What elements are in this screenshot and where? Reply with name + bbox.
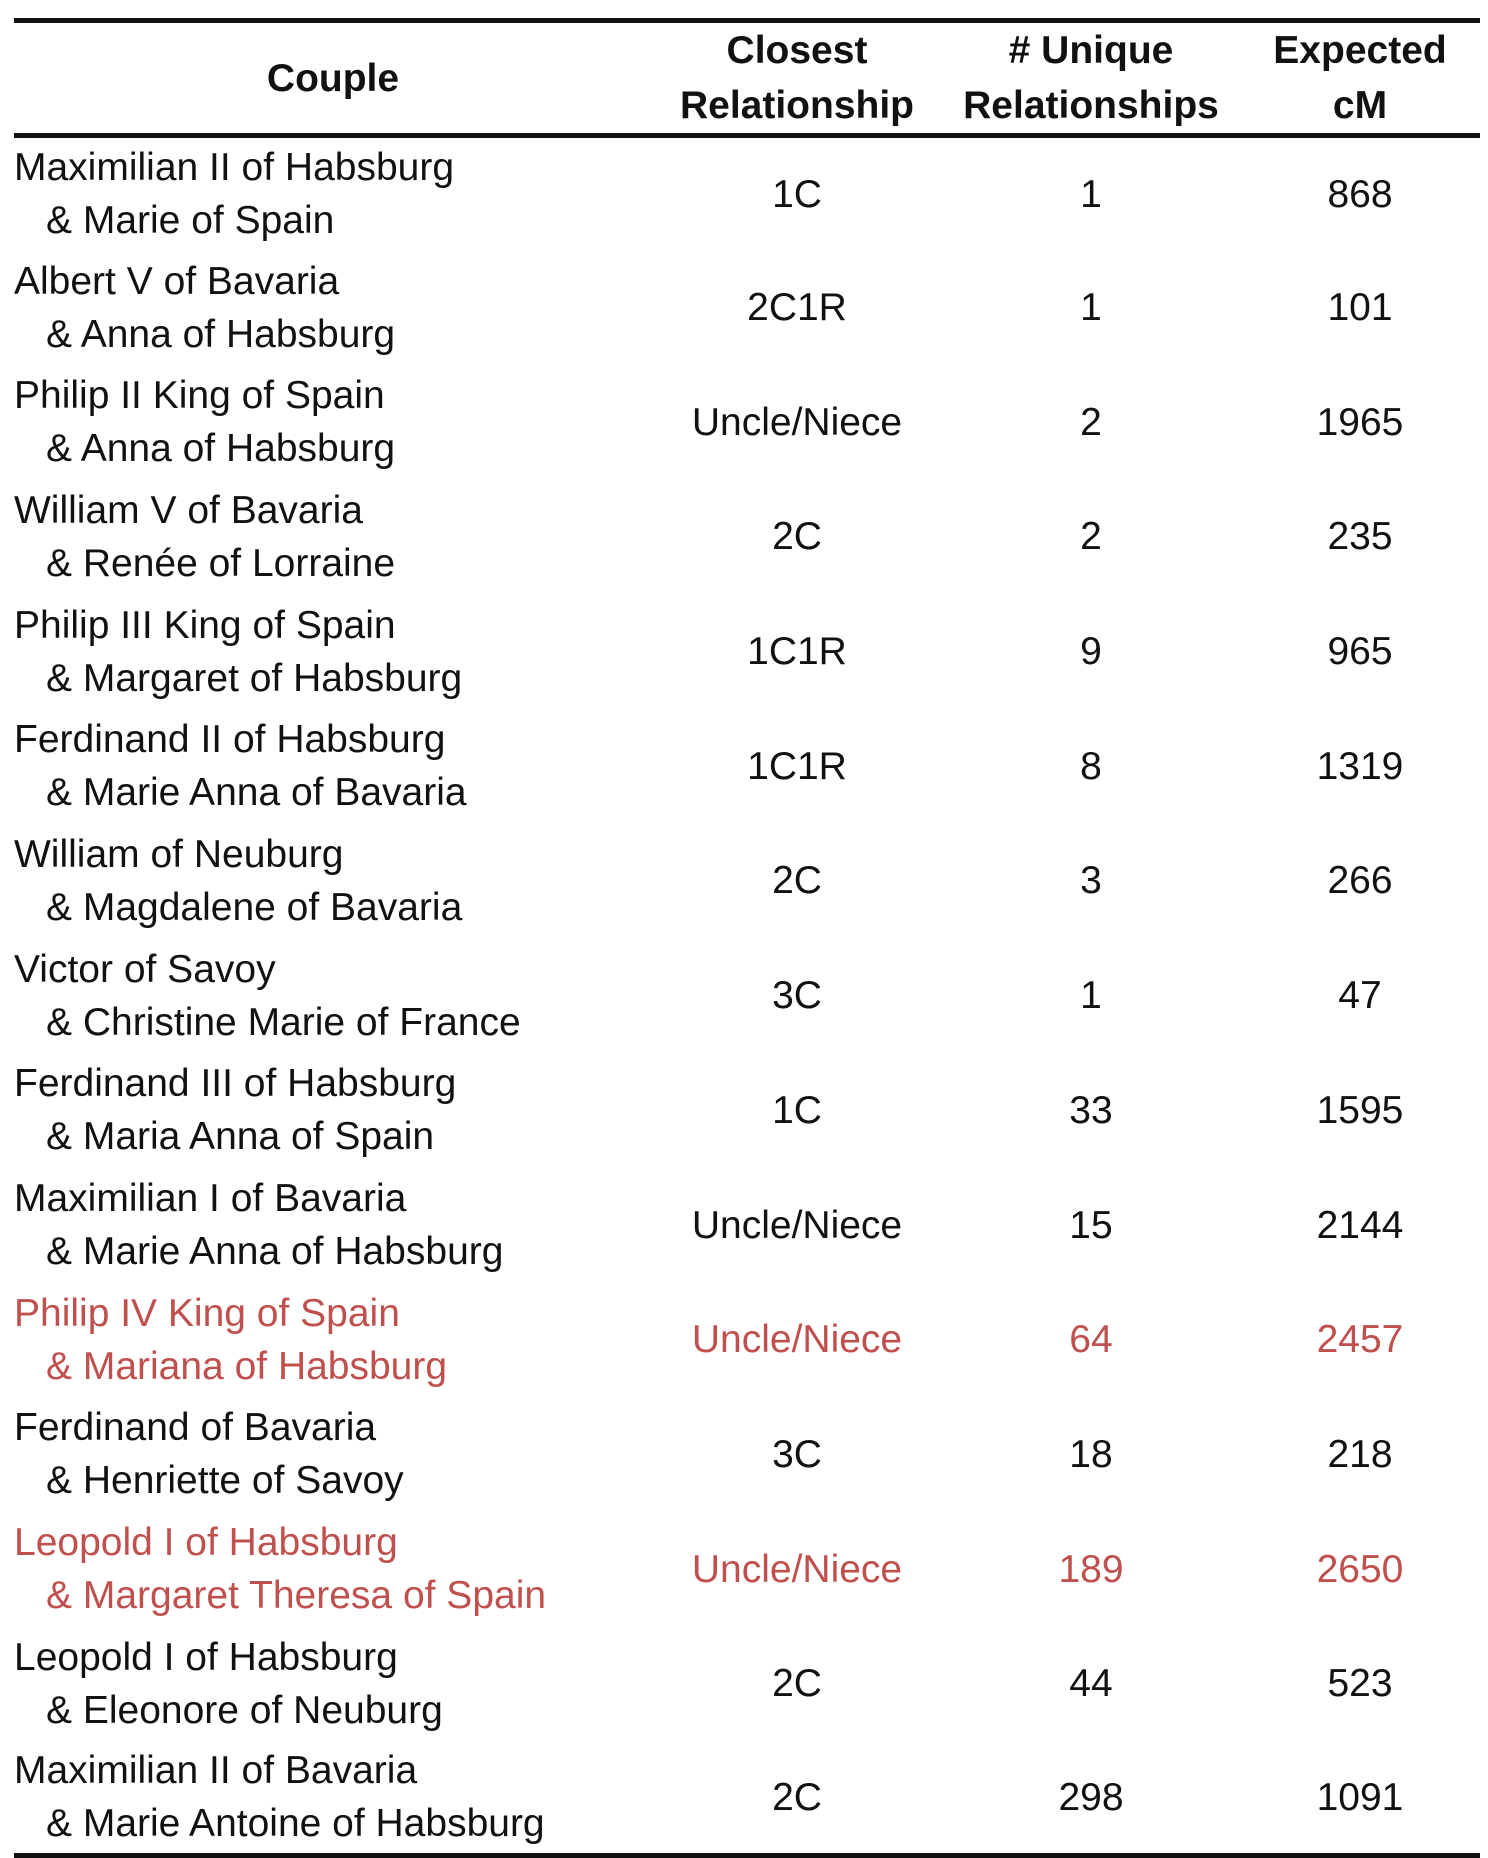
couple-cell xyxy=(14,136,652,251)
header-closest-line1: Closest xyxy=(726,29,868,72)
couple-first-name: Albert V of Bavaria xyxy=(14,259,340,303)
royal-couples-table xyxy=(14,18,1480,1858)
table-body xyxy=(14,136,1480,1856)
closest-relationship-cell: 2C xyxy=(772,859,822,903)
unique-relationships-cell: 298 xyxy=(942,1741,1240,1856)
closest-relationship-cell: Uncle/Niece xyxy=(691,400,903,444)
couple-second-name: & Magdalene of Bavaria xyxy=(46,885,463,929)
header-closest-relationship xyxy=(652,21,942,136)
unique-relationships-cell: 1 xyxy=(1080,172,1102,216)
couple-cell xyxy=(14,1282,652,1397)
header-expected-cm xyxy=(1240,21,1480,136)
couple-second-name: & Marie Anna of Habsburg xyxy=(46,1230,504,1274)
couple-cell xyxy=(14,250,652,365)
table-row xyxy=(14,136,1480,251)
table-row xyxy=(14,824,1480,939)
table-row xyxy=(14,480,1480,595)
couple-second-name: & Marie Anna of Bavaria xyxy=(46,771,467,815)
couple-first-name: Philip II King of Spain xyxy=(14,374,385,418)
couple-first-name: Victor of Savoy xyxy=(14,947,276,991)
couple-second-name: & Anna of Habsburg xyxy=(46,427,396,471)
couple-cell xyxy=(14,1397,652,1512)
closest-relationship-cell: Uncle/Niece xyxy=(691,1547,903,1591)
couple-second-name: & Anna of Habsburg xyxy=(46,312,396,356)
couple-second-name: & Margaret Theresa of Spain xyxy=(46,1574,547,1618)
couple-cell xyxy=(14,1741,652,1856)
closest-relationship-cell: 1C1R xyxy=(747,744,847,788)
couple-cell xyxy=(14,938,652,1053)
unique-relationships-cell: 33 xyxy=(1069,1088,1113,1132)
couple-second-name: & Maria Anna of Spain xyxy=(46,1115,435,1159)
couple-second-name: & Mariana of Habsburg xyxy=(46,1344,448,1388)
unique-relationships-cell: 1 xyxy=(1080,286,1102,330)
header-couple-label: Couple xyxy=(266,56,400,100)
header-cm-line1: Expected xyxy=(1273,29,1447,72)
expected-cm-cell: 47 xyxy=(1338,974,1382,1018)
closest-relationship-cell: 3C xyxy=(772,974,822,1018)
closest-relationship-cell: 1C xyxy=(772,1088,822,1132)
couple-cell xyxy=(14,709,652,824)
table-row xyxy=(14,1168,1480,1283)
couple-first-name: William of Neuburg xyxy=(14,832,344,876)
header-row xyxy=(14,21,1480,136)
couple-first-name: Philip IV King of Spain xyxy=(14,1291,400,1335)
couple-second-name: & Henriette of Savoy xyxy=(46,1459,404,1503)
table-row xyxy=(14,1397,1480,1512)
header-unique-line1: # Unique xyxy=(1008,29,1174,72)
unique-relationships-cell: 8 xyxy=(1080,744,1102,788)
couple-first-name: Ferdinand of Bavaria xyxy=(14,1406,377,1450)
couple-second-name: & Margaret of Habsburg xyxy=(46,656,463,700)
expected-cm-cell: 266 xyxy=(1327,859,1393,903)
table-row xyxy=(14,709,1480,824)
unique-relationships-cell: 44 xyxy=(1069,1662,1113,1706)
expected-cm-cell: 523 xyxy=(1327,1662,1393,1706)
table-row xyxy=(14,1626,1480,1741)
couple-cell xyxy=(14,1053,652,1168)
couple-first-name: Philip III King of Spain xyxy=(14,603,396,647)
header-closest-line2: Relationship xyxy=(679,84,915,127)
table-header xyxy=(14,21,1480,136)
unique-relationships-cell: 1 xyxy=(1080,974,1102,1018)
closest-relationship-cell: 2C xyxy=(772,1662,822,1706)
unique-relationships-cell: 18 xyxy=(1069,1432,1113,1476)
unique-relationships-cell: 2 xyxy=(1080,515,1102,559)
table-row xyxy=(14,250,1480,365)
unique-relationships-cell: 2 xyxy=(1080,400,1102,444)
expected-cm-cell: 1319 xyxy=(1316,744,1404,788)
unique-relationships-cell: 64 xyxy=(1069,1318,1113,1362)
table-row xyxy=(14,938,1480,1053)
header-unique-relationships xyxy=(942,21,1240,136)
couple-second-name: & Renée of Lorraine xyxy=(46,541,396,585)
couple-first-name: Maximilian I of Bavaria xyxy=(14,1177,407,1221)
header-cm-line2: cM xyxy=(1332,84,1388,127)
unique-relationships-cell: 3 xyxy=(1080,859,1102,903)
couple-first-name: Ferdinand III of Habsburg xyxy=(14,1062,457,1106)
expected-cm-cell: 218 xyxy=(1327,1432,1393,1476)
expected-cm-cell: 2457 xyxy=(1316,1318,1404,1362)
table-row xyxy=(14,1282,1480,1397)
table-row xyxy=(14,594,1480,709)
couple-second-name: & Marie of Spain xyxy=(46,199,335,243)
table-row xyxy=(14,365,1480,480)
couple-cell xyxy=(14,1168,652,1283)
expected-cm-cell: 1091 xyxy=(1240,1741,1480,1856)
closest-relationship-cell: 1C xyxy=(772,172,822,216)
expected-cm-cell: 965 xyxy=(1327,630,1393,674)
header-couple xyxy=(14,21,652,136)
closest-relationship-cell: Uncle/Niece xyxy=(691,1203,903,1247)
couple-cell xyxy=(14,594,652,709)
header-unique-line2: Relationships xyxy=(963,84,1219,127)
couple-first-name: Maximilian II of Bavaria xyxy=(14,1749,418,1793)
expected-cm-cell: 2144 xyxy=(1316,1203,1404,1247)
expected-cm-cell: 101 xyxy=(1327,286,1393,330)
couple-cell xyxy=(14,824,652,939)
couple-first-name: Maximilian II of Habsburg xyxy=(14,146,455,190)
unique-relationships-cell: 189 xyxy=(1058,1547,1124,1591)
couple-cell xyxy=(14,1512,652,1627)
couple-second-name: & Christine Marie of France xyxy=(46,1000,521,1044)
unique-relationships-cell: 9 xyxy=(1080,630,1102,674)
couple-first-name: William V of Bavaria xyxy=(14,488,363,532)
closest-relationship-cell: 2C1R xyxy=(747,286,847,330)
couple-first-name: Leopold I of Habsburg xyxy=(14,1521,398,1565)
expected-cm-cell: 2650 xyxy=(1316,1547,1404,1591)
table-row xyxy=(14,1512,1480,1627)
expected-cm-cell: 868 xyxy=(1327,172,1393,216)
couple-first-name: Leopold I of Habsburg xyxy=(14,1635,398,1679)
unique-relationships-cell: 15 xyxy=(1069,1203,1113,1247)
closest-relationship-cell: Uncle/Niece xyxy=(691,1318,903,1362)
couple-cell xyxy=(14,365,652,480)
expected-cm-cell: 1595 xyxy=(1316,1088,1404,1132)
expected-cm-cell: 1965 xyxy=(1316,400,1404,444)
couple-second-name: & Marie Antoine of Habsburg xyxy=(46,1802,545,1846)
closest-relationship-cell: 1C1R xyxy=(747,630,847,674)
closest-relationship-cell: 3C xyxy=(772,1432,822,1476)
expected-cm-cell: 235 xyxy=(1327,515,1393,559)
table-row xyxy=(14,1741,1480,1856)
closest-relationship-cell: 2C xyxy=(772,515,822,559)
table-row xyxy=(14,1053,1480,1168)
couple-first-name: Ferdinand II of Habsburg xyxy=(14,718,446,762)
closest-relationship-cell: 2C xyxy=(652,1741,942,1856)
couple-second-name: & Eleonore of Neuburg xyxy=(46,1688,443,1732)
couple-cell xyxy=(14,1626,652,1741)
couple-cell xyxy=(14,480,652,595)
